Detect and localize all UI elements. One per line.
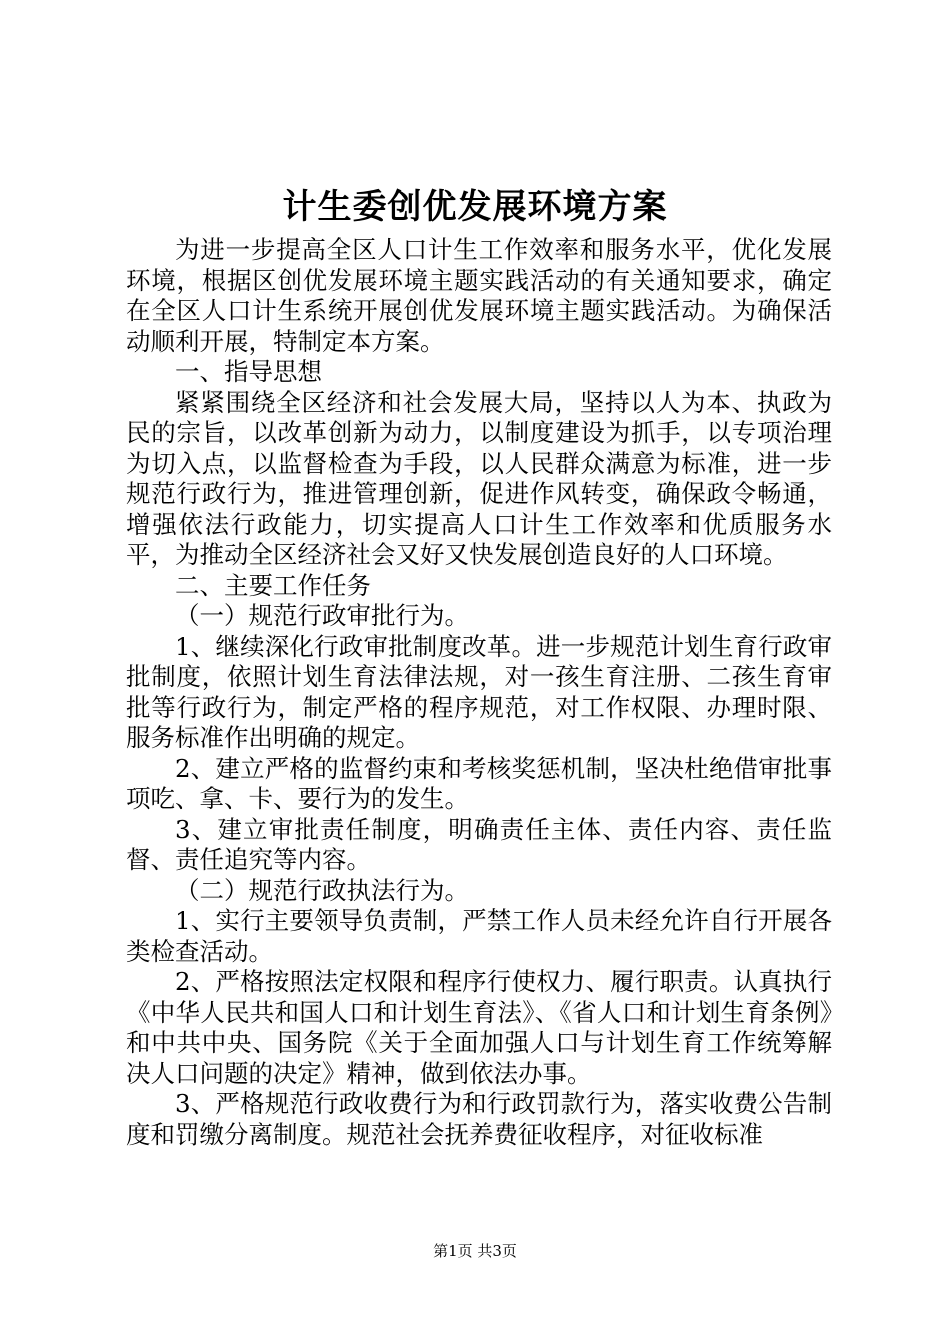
guiding-ideology-paragraph: 紧紧围绕全区经济和社会发展大局，坚持以人为本、执政为民的宗旨，以改革创新为动力，以制度建设为抓手，以专项治理为切入点，以监督检查为手段，以人民群众满意为标准，进一步规范行政行为，推进管理创新，促进作风转变，确保政令畅通，增强依法行政能力，切实提高人口计生工作效率和优质服务水平，为推动全区经济社会又好又快发展创造良好的人口环境。 — [126, 387, 832, 569]
page-footer: 第1页 共3页 — [433, 1242, 517, 1260]
enforcement-item-1: 1、实行主要领导负责制，严禁工作人员未经允许自行开展各类检查活动。 — [126, 906, 832, 966]
section-heading-guiding-ideology: 一、指导思想 — [175, 357, 322, 386]
document-body — [126, 235, 832, 1150]
intro-paragraph: 为进一步提高全区人口计生工作效率和服务水平，优化发展环境，根据区创优发展环境主题实践活动的有关通知要求，确定在全区人口计生系统开展创优发展环境主题实践活动。为确保活动顺利开展，特制定本方案。 — [126, 235, 832, 356]
document-title: 计生委创优发展环境方案 — [282, 187, 668, 227]
subsection-heading-approval: （一）规范行政审批行为。 — [175, 601, 469, 630]
approval-item-2: 2、建立严格的监督约束和考核奖惩机制，坚决杜绝借审批事项吃、拿、卡、要行为的发生。 — [126, 753, 832, 813]
enforcement-item-2: 2、严格按照法定权限和程序行使权力、履行职责。认真执行《中华人民共和国人口和计划生育法》、《省人口和计划生育条例》和中共中央、国务院《关于全面加强人口与计划生育工作统筹解决人口问题的决定》精神，做到依法办事。 — [126, 967, 832, 1088]
section-heading-main-tasks: 二、主要工作任务 — [175, 570, 371, 600]
approval-item-3: 3、建立审批责任制度，明确责任主体、责任内容、责任监督、责任追究等内容。 — [126, 814, 832, 874]
subsection-heading-enforcement: （二）规范行政执法行为。 — [175, 875, 469, 905]
approval-item-1: 1、继续深化行政审批制度改革。进一步规范计划生育行政审批制度，依照计划生育法律法规，对一孩生育注册、二孩生育审批等行政行为，制定严格的程序规范，对工作权限、办理时限、服务标准作出明确的规定。 — [126, 631, 832, 752]
enforcement-item-3: 3、严格规范行政收费行为和行政罚款行为，落实收费公告制度和罚缴分离制度。规范社会抚养费征收程序，对征收标准 — [126, 1089, 832, 1149]
